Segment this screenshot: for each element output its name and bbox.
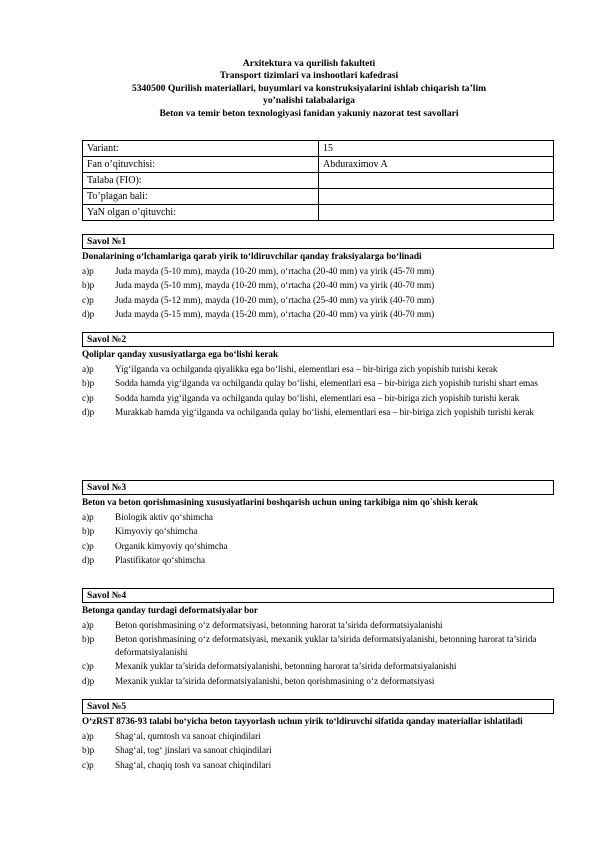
question-heading: Savol №5 bbox=[82, 699, 554, 714]
option-text: Sodda hamda yig‘ilganda va ochilganda qulay bo‘lishi, elementlari esa – bir-biriga zich yopishib turishi kerak bbox=[115, 392, 520, 403]
info-label: Variant: bbox=[83, 141, 319, 157]
option-text: Juda mayda (5-10 mm), mayda (10-20 mm), o‘rtacha (20-40 mm) va yirik (45-70 mm) bbox=[115, 265, 435, 276]
option-text: Plastifikator qo‘shimcha bbox=[115, 555, 206, 566]
info-row-examiner bbox=[83, 205, 554, 221]
option-text: Juda mayda (5-10 mm), mayda (10-20 mm), o‘rtacha (20-40 mm) va yirik (40-70 mm) bbox=[115, 280, 435, 291]
option-label: d)p bbox=[82, 555, 95, 566]
info-label: To’plagan bali: bbox=[83, 189, 319, 205]
answer-option[interactable] bbox=[82, 294, 554, 307]
option-label: c)p bbox=[82, 540, 94, 551]
info-label: YaN olgan o’qituvchi: bbox=[83, 205, 319, 221]
info-value[interactable] bbox=[319, 173, 554, 189]
program-title-cont: yo’nalishi talabalariga bbox=[263, 95, 355, 107]
option-label: b)p bbox=[82, 378, 95, 389]
option-label: c)p bbox=[82, 294, 94, 305]
option-text: Juda mayda (5-12 mm), mayda (10-20 mm), o‘rtacha (25-40 mm) va yirik (40-70 mm) bbox=[115, 294, 435, 305]
info-row-student bbox=[83, 173, 554, 189]
option-label: a)p bbox=[82, 511, 94, 522]
option-text: Mexanik yuklar ta’sirida deformatsiyalanishi, betonning harorat ta’sirida deformatsiyalanishi bbox=[115, 661, 457, 672]
answer-option[interactable] bbox=[82, 265, 554, 278]
option-text: Shag‘al, tog‘ jinslari va sanoat chiqindilari bbox=[115, 745, 272, 756]
question-heading: Savol №1 bbox=[82, 234, 554, 249]
option-label: c)p bbox=[82, 759, 94, 770]
option-text: Sodda hamda yig‘ilganda va ochilganda qulay bo‘lishi, elementlari esa – bir-biriga zich yopishib turishi shart emas bbox=[115, 378, 538, 389]
answer-option[interactable] bbox=[82, 730, 554, 743]
answer-option[interactable] bbox=[82, 511, 554, 524]
option-text: Murakkab hamda yig‘ilganda va ochilganda qulay bo‘lishi, elementlari esa – bir-biriga zich yopishib turishi kerak bbox=[115, 407, 534, 418]
answer-option[interactable] bbox=[82, 525, 554, 538]
question-2 bbox=[82, 332, 554, 419]
option-text: Beton qorishmasining o‘z deformatsiyasi, mexanik yuklar ta’sirida deformatsiyalanishi, betonning harorat ta’sirida deformatsiyalanishi bbox=[115, 634, 537, 657]
option-text: Yig‘ilganda va ochilganda qiyalikka ega bo‘lishi, elementlari esa – bir-biriga zich yopishib turishi kerak bbox=[115, 363, 498, 374]
question-4 bbox=[82, 588, 554, 688]
option-label: a)p bbox=[82, 265, 94, 276]
option-label: a)p bbox=[82, 619, 94, 630]
option-label: b)p bbox=[82, 634, 95, 645]
option-label: a)p bbox=[82, 730, 94, 741]
info-row-score bbox=[83, 189, 554, 205]
info-value[interactable] bbox=[319, 205, 554, 221]
question-text: Beton va beton qorishmasining xususiyatlarini boshqarish uchun uning tarkibiga nim qo`shish kerak bbox=[82, 497, 478, 507]
option-label: d)p bbox=[82, 675, 95, 686]
document-header bbox=[74, 58, 544, 120]
question-text: Qoliplar qanday xususiyatlarga ega bo‘lishi kerak bbox=[82, 349, 279, 359]
option-label: c)p bbox=[82, 392, 94, 403]
question-text: Betonga qanday turdagi deformatsiyalar bor bbox=[82, 605, 258, 615]
answer-option[interactable] bbox=[82, 744, 554, 757]
program-title: 5340500 Qurilish materiallari, buyumlari va konstruksiyalarini ishlab chiqarish ta’lim bbox=[131, 82, 487, 94]
question-heading: Savol №3 bbox=[82, 480, 554, 495]
answer-option[interactable] bbox=[82, 633, 554, 658]
answer-option[interactable] bbox=[82, 377, 554, 390]
option-text: Beton qorishmasining o‘z deformatsiyasi, betonning harorat ta’sirida deformatsiyalanishi bbox=[115, 619, 443, 630]
question-heading: Savol №2 bbox=[82, 332, 554, 347]
answer-option[interactable] bbox=[82, 660, 554, 673]
option-label: b)p bbox=[82, 745, 95, 756]
option-label: b)p bbox=[82, 280, 95, 291]
department-title: Transport tizimlari va inshootlari kafedrasi bbox=[219, 70, 399, 82]
option-text: Shag‘al, chaqiq tosh va sanoat chiqindilari bbox=[115, 759, 272, 770]
option-label: b)p bbox=[82, 526, 95, 537]
option-label: d)p bbox=[82, 309, 95, 320]
answer-option[interactable] bbox=[82, 363, 554, 376]
info-value: 15 bbox=[319, 141, 554, 157]
answer-option[interactable] bbox=[82, 554, 554, 567]
info-table bbox=[82, 140, 554, 221]
info-row-teacher bbox=[83, 157, 554, 173]
question-heading: Savol №4 bbox=[82, 588, 554, 603]
info-row-variant bbox=[83, 141, 554, 157]
faculty-title: Arxitektura va qurilish fakulteti bbox=[242, 58, 376, 69]
answer-option[interactable] bbox=[82, 392, 554, 405]
option-text: Juda mayda (5-15 mm), mayda (15-20 mm), o‘rtacha (20-40 mm) va yirik (40-70 mm) bbox=[115, 309, 435, 320]
answer-option[interactable] bbox=[82, 675, 554, 688]
info-label: Talaba (FIO): bbox=[83, 173, 319, 189]
question-text: Donalarining o‘lchamlariga qarab yirik to‘ldiruvchilar qanday fraksiyalarga bo‘linadi bbox=[82, 251, 422, 261]
answer-option[interactable] bbox=[82, 308, 554, 321]
option-label: c)p bbox=[82, 661, 94, 672]
option-label: a)p bbox=[82, 363, 94, 374]
answer-option[interactable] bbox=[82, 619, 554, 632]
answer-option[interactable] bbox=[82, 406, 554, 419]
question-text: O‘zRST 8736-93 talabi bo‘yicha beton tayyorlash uchun yirik to‘ldiruvchi sifatida qanday materiallar ishlatiladi bbox=[82, 716, 523, 726]
option-text: Mexanik yuklar ta’sirida deformatsiyalanishi, beton qorishmasining o‘z deformatsiyasi bbox=[115, 675, 435, 686]
question-3 bbox=[82, 480, 554, 567]
info-value: Abduraximov A bbox=[319, 157, 554, 173]
option-text: Organik kimyoviy qo‘shimcha bbox=[115, 540, 228, 551]
answer-option[interactable] bbox=[82, 759, 554, 772]
option-text: Shag‘al, qumtosh va sanoat chiqindilari bbox=[115, 730, 261, 741]
option-text: Biologik aktiv qo‘shimcha bbox=[115, 511, 213, 522]
info-label: Fan o’qituvchisi: bbox=[83, 157, 319, 173]
option-text: Kimyoviy qo‘shimcha bbox=[115, 526, 198, 537]
answer-option[interactable] bbox=[82, 279, 554, 292]
question-5 bbox=[82, 699, 554, 771]
answer-option[interactable] bbox=[82, 540, 554, 553]
info-value[interactable] bbox=[319, 189, 554, 205]
test-title: Beton va temir beton texnologiyasi fanidan yakuniy nazorat test savollari bbox=[159, 107, 459, 119]
option-label: d)p bbox=[82, 407, 95, 418]
question-1 bbox=[82, 234, 554, 321]
